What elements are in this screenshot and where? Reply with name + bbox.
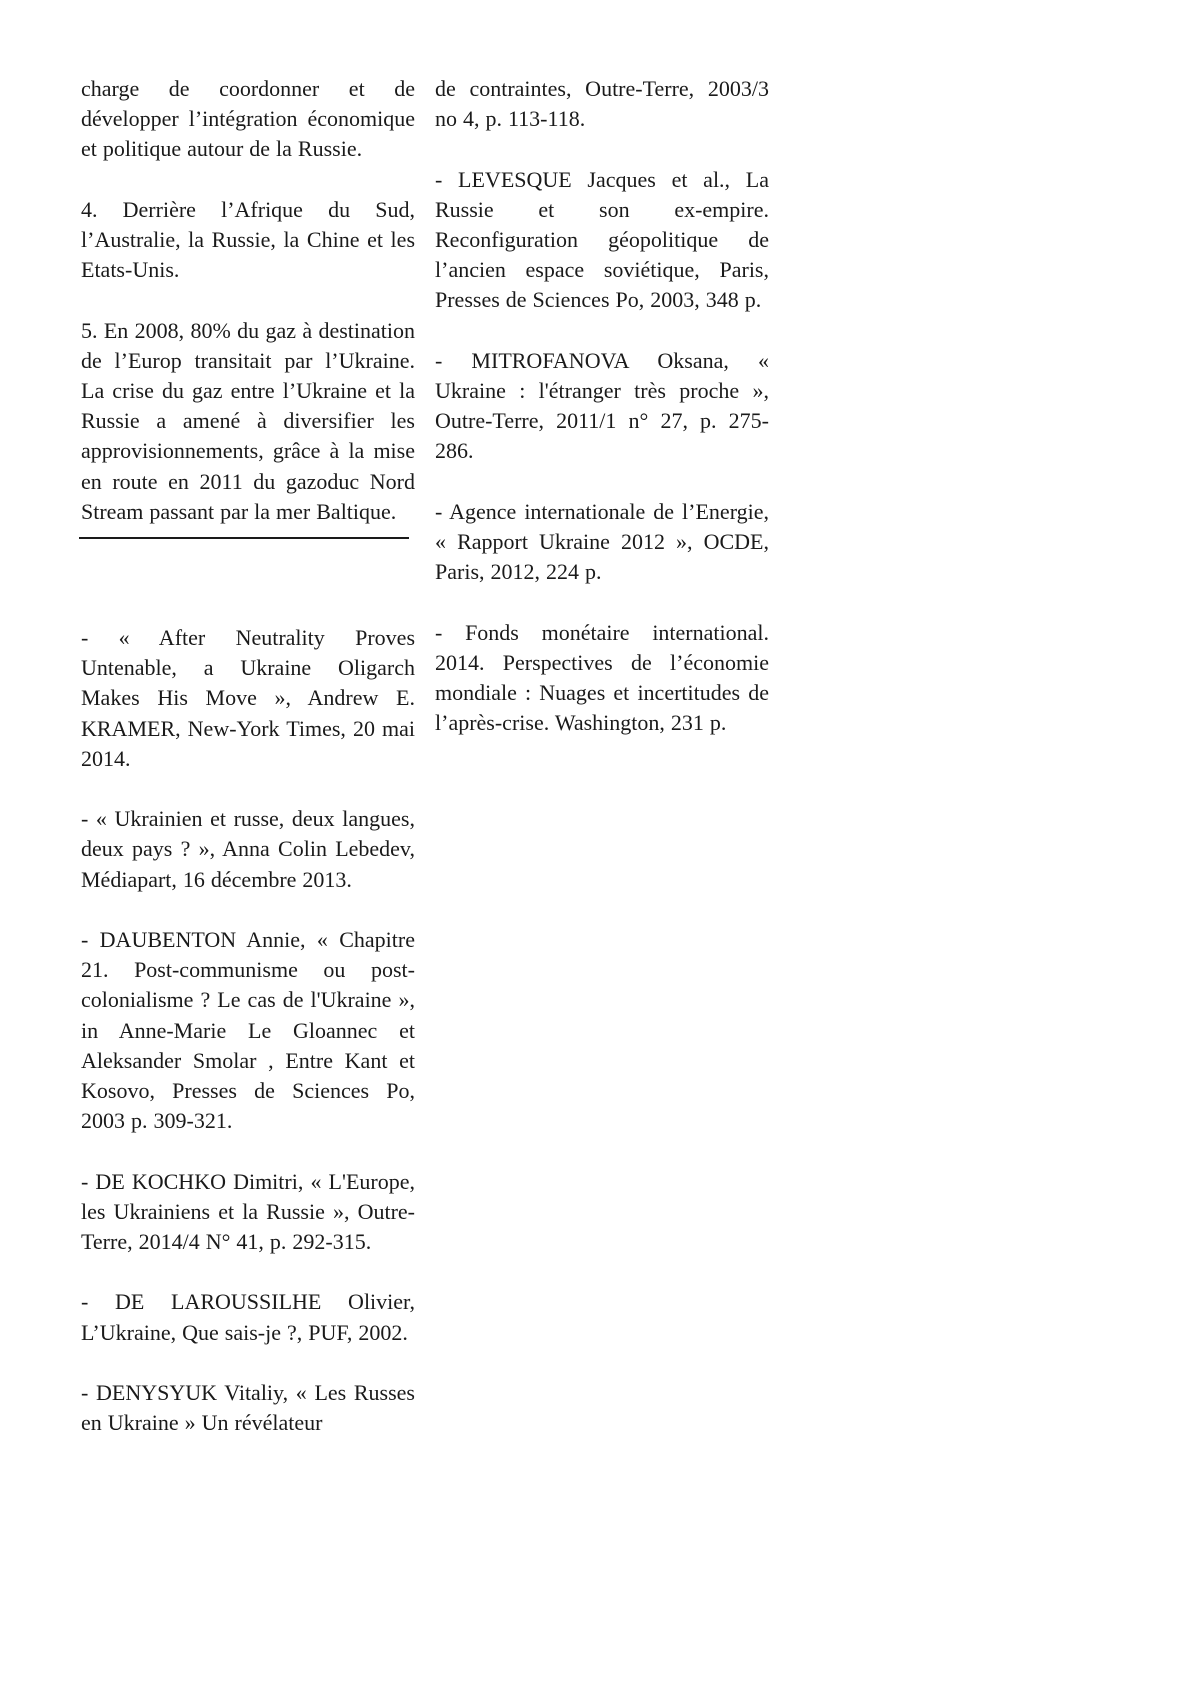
endnote-5: 5. En 2008, 80% du gaz à destination de l’Europ transitait par l’Ukraine. La crise du gaz entre l’Ukraine et la Russie a amené à diversifier les approvisionnements, grâce à la mise en route en 2011 du gazoduc Nord Stream passant par la mer Baltique. [81,317,415,524]
bibliography-entry: - MITROFANOVA Oksana, « Ukraine : l'étranger très proche », Outre-Terre, 2011/1 n° 27, p. 275-286. [435,347,769,464]
bibliography-entry: - DE LAROUSSILHE Olivier, L’Ukraine, Que sais-je ?, PUF, 2002. [81,1289,415,1345]
bibliography-entry: - DE KOCHKO Dimitri, « L'Europe, les Ukrainiens et la Russie », Outre-Terre, 2014/4 N° 41, p. 292-315. [81,1168,415,1255]
bibliography-entry: - Agence internationale de l’Energie, « Rapport Ukraine 2012 », OCDE, Paris, 2012, 224 p. [435,498,769,585]
endnote-continuation: charge de coordonner et de développer l’intégration économique et politique autour de la Russie. [81,76,415,162]
bibliography-entry: - « Ukrainien et russe, deux langues, deux pays ? », Anna Colin Lebedev, Médiapart, 16 décembre 2013. [81,806,415,892]
bibliography-entry: - LEVESQUE Jacques et al., La Russie et son ex-empire. Reconfiguration géopolitique de l’ancien espace soviétique, Paris, Presses de Sciences Po, 2003, 348 p. [435,166,769,313]
bibliography-entry: - DENYSYUK Vitaliy, « Les Russes en Ukraine » Un révélateur [81,1380,415,1436]
bibliography-entry: - Fonds monétaire international. 2014. Perspectives de l’économie mondiale : Nuages et incertitudes de l’après-crise. Washington, 231 p. [435,619,769,736]
bibliography-entry-continuation: de contraintes, Outre-Terre, 2003/3 no 4, p. 113-118. [435,76,769,132]
bibliography-entry: - DAUBENTON Annie, « Chapitre 21. Post-communisme ou post-colonialisme ? Le cas de l'Ukraine », in Anne-Marie Le Gloannec et Aleksander Smolar , Entre Kant et Kosovo, Presses de Sciences Po, 2003 p. 309-321. [81,927,415,1134]
left-column [81,74,415,1438]
right-column [435,74,769,738]
endnote-4: 4. Derrière l’Afrique du Sud, l’Australie, la Russie, la Chine et les Etats-Unis. [81,196,415,283]
notes-separator-rule [79,537,409,539]
bibliography-entry: - « After Neutrality Proves Untenable, a Ukraine Oligarch Makes His Move », Andrew E. KRAMER, New-York Times, 20 mai 2014. [81,625,415,771]
